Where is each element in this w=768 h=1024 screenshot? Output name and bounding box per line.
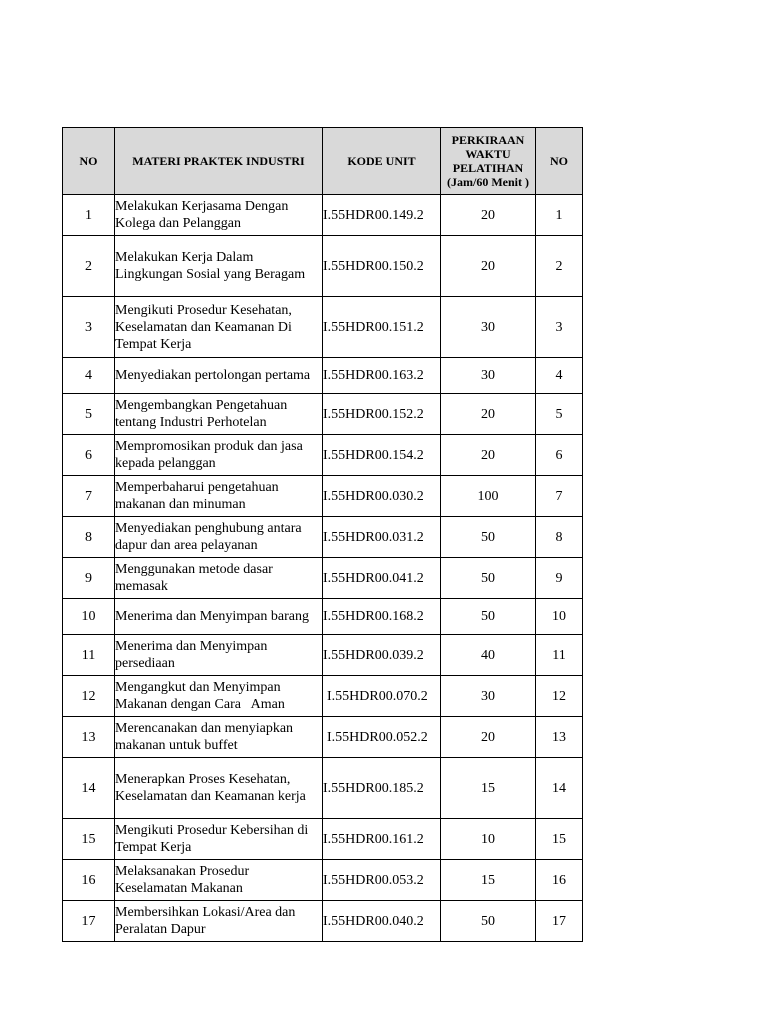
table-row <box>63 517 583 558</box>
table-row <box>63 635 583 676</box>
table-row <box>63 195 583 236</box>
materi-text: Melakukan Kerja Dalam Lingkungan Sosial yang Beragam <box>115 250 306 282</box>
table-row <box>63 819 583 860</box>
table-row <box>63 860 583 901</box>
header-no: NO <box>63 128 115 195</box>
cell-kode-unit: I.55HDR00.163.2 <box>323 358 441 394</box>
cell-no: 14 <box>63 758 115 819</box>
cell-materi <box>115 635 323 676</box>
materi-text: Menggunakan metode dasar memasak <box>115 562 277 594</box>
cell-materi <box>115 558 323 599</box>
header-perkiraan-waktu: PERKIRAAN WAKTU PELATIHAN (Jam/60 Menit ) <box>441 128 536 195</box>
training-table <box>62 127 583 942</box>
table-row <box>63 476 583 517</box>
materi-text: Mengikuti Prosedur Kebersihan di Tempat Kerja <box>115 823 312 855</box>
cell-materi <box>115 758 323 819</box>
materi-text: Menyediakan pertolongan pertama <box>115 368 311 383</box>
cell-no-right: 12 <box>536 676 583 717</box>
cell-perkiraan-waktu: 50 <box>441 558 536 599</box>
cell-no-right: 7 <box>536 476 583 517</box>
cell-perkiraan-waktu: 20 <box>441 394 536 435</box>
cell-no: 1 <box>63 195 115 236</box>
cell-perkiraan-waktu: 50 <box>441 517 536 558</box>
cell-kode-unit: I.55HDR00.040.2 <box>323 901 441 942</box>
cell-no-right: 11 <box>536 635 583 676</box>
cell-materi <box>115 394 323 435</box>
table-row <box>63 676 583 717</box>
cell-kode-unit: I.55HDR00.150.2 <box>323 236 441 297</box>
materi-text: Mempromosikan produk dan jasa kepada pelanggan <box>115 439 307 471</box>
cell-materi <box>115 676 323 717</box>
cell-materi <box>115 297 323 358</box>
cell-perkiraan-waktu: 15 <box>441 860 536 901</box>
cell-no: 13 <box>63 717 115 758</box>
cell-no-right: 2 <box>536 236 583 297</box>
cell-no-right: 13 <box>536 717 583 758</box>
materi-text: Melaksanakan Prosedur Keselamatan Makanan <box>115 864 253 896</box>
materi-text: Menerima dan Menyimpan persediaan <box>115 639 271 671</box>
table-body <box>63 195 583 942</box>
table-row <box>63 297 583 358</box>
cell-kode-unit: I.55HDR00.041.2 <box>323 558 441 599</box>
materi-text: Menerima dan Menyimpan barang <box>115 609 309 624</box>
cell-no-right: 9 <box>536 558 583 599</box>
table-row <box>63 236 583 297</box>
cell-no-right: 17 <box>536 901 583 942</box>
cell-kode-unit: I.55HDR00.185.2 <box>323 758 441 819</box>
cell-perkiraan-waktu: 20 <box>441 435 536 476</box>
header-materi: MATERI PRAKTEK INDUSTRI <box>115 128 323 195</box>
materi-text: Menerapkan Proses Kesehatan, Keselamatan dan Keamanan kerja <box>115 772 306 804</box>
table-row <box>63 558 583 599</box>
cell-kode-unit: I.55HDR00.052.2 <box>323 717 441 758</box>
table-row <box>63 358 583 394</box>
cell-no: 3 <box>63 297 115 358</box>
table-row <box>63 599 583 635</box>
cell-no: 8 <box>63 517 115 558</box>
cell-no: 5 <box>63 394 115 435</box>
cell-materi <box>115 476 323 517</box>
table-row <box>63 435 583 476</box>
cell-perkiraan-waktu: 15 <box>441 758 536 819</box>
cell-perkiraan-waktu: 100 <box>441 476 536 517</box>
cell-no: 2 <box>63 236 115 297</box>
cell-materi <box>115 860 323 901</box>
cell-no: 6 <box>63 435 115 476</box>
cell-no-right: 6 <box>536 435 583 476</box>
cell-perkiraan-waktu: 10 <box>441 819 536 860</box>
cell-no: 15 <box>63 819 115 860</box>
cell-kode-unit: I.55HDR00.053.2 <box>323 860 441 901</box>
cell-no: 9 <box>63 558 115 599</box>
cell-no-right: 1 <box>536 195 583 236</box>
cell-perkiraan-waktu: 40 <box>441 635 536 676</box>
cell-materi <box>115 717 323 758</box>
cell-materi <box>115 236 323 297</box>
cell-kode-unit: I.55HDR00.149.2 <box>323 195 441 236</box>
materi-text: Membersihkan Lokasi/Area dan Peralatan Dapur <box>115 905 299 937</box>
materi-text: Menyediakan penghubung antara dapur dan area pelayanan <box>115 521 306 553</box>
cell-materi <box>115 901 323 942</box>
materi-text: Memperbaharui pengetahuan makanan dan minuman <box>115 480 283 512</box>
cell-no-right: 16 <box>536 860 583 901</box>
cell-kode-unit: I.55HDR00.151.2 <box>323 297 441 358</box>
cell-no-right: 4 <box>536 358 583 394</box>
header-row <box>63 128 583 195</box>
cell-no-right: 5 <box>536 394 583 435</box>
cell-kode-unit: I.55HDR00.031.2 <box>323 517 441 558</box>
cell-kode-unit: I.55HDR00.161.2 <box>323 819 441 860</box>
cell-no-right: 15 <box>536 819 583 860</box>
cell-perkiraan-waktu: 20 <box>441 236 536 297</box>
cell-materi <box>115 599 323 635</box>
cell-perkiraan-waktu: 50 <box>441 599 536 635</box>
cell-materi <box>115 358 323 394</box>
cell-materi <box>115 435 323 476</box>
cell-perkiraan-waktu: 30 <box>441 676 536 717</box>
table-row <box>63 758 583 819</box>
cell-no-right: 10 <box>536 599 583 635</box>
table-row <box>63 901 583 942</box>
cell-materi <box>115 819 323 860</box>
cell-no: 17 <box>63 901 115 942</box>
cell-no: 11 <box>63 635 115 676</box>
cell-perkiraan-waktu: 30 <box>441 297 536 358</box>
cell-perkiraan-waktu: 20 <box>441 195 536 236</box>
cell-no-right: 3 <box>536 297 583 358</box>
cell-perkiraan-waktu: 30 <box>441 358 536 394</box>
cell-materi <box>115 195 323 236</box>
cell-kode-unit: I.55HDR00.152.2 <box>323 394 441 435</box>
cell-no-right: 8 <box>536 517 583 558</box>
header-kode-unit: KODE UNIT <box>323 128 441 195</box>
cell-perkiraan-waktu: 20 <box>441 717 536 758</box>
cell-no: 4 <box>63 358 115 394</box>
table-header <box>63 128 583 195</box>
cell-no: 10 <box>63 599 115 635</box>
cell-kode-unit: I.55HDR00.030.2 <box>323 476 441 517</box>
materi-text: Merencanakan dan menyiapkan makanan untuk buffet <box>115 721 297 753</box>
cell-no-right: 14 <box>536 758 583 819</box>
table-row <box>63 717 583 758</box>
cell-perkiraan-waktu: 50 <box>441 901 536 942</box>
cell-no: 16 <box>63 860 115 901</box>
materi-text: Mengikuti Prosedur Kesehatan, Keselamatan dan Keamanan Di Tempat Kerja <box>115 302 296 352</box>
cell-kode-unit: I.55HDR00.154.2 <box>323 435 441 476</box>
materi-text: Mengangkut dan Menyimpan Makanan dengan Cara Aman <box>115 680 285 712</box>
cell-kode-unit: I.55HDR00.168.2 <box>323 599 441 635</box>
materi-text: Melakukan Kerjasama Dengan Kolega dan Pelanggan <box>115 199 292 231</box>
table-row <box>63 394 583 435</box>
cell-kode-unit: I.55HDR00.070.2 <box>323 676 441 717</box>
cell-materi <box>115 517 323 558</box>
materi-text: Mengembangkan Pengetahuan tentang Industri Perhotelan <box>115 398 291 430</box>
cell-no: 12 <box>63 676 115 717</box>
cell-kode-unit: I.55HDR00.039.2 <box>323 635 441 676</box>
cell-no: 7 <box>63 476 115 517</box>
header-no-right: NO <box>536 128 583 195</box>
